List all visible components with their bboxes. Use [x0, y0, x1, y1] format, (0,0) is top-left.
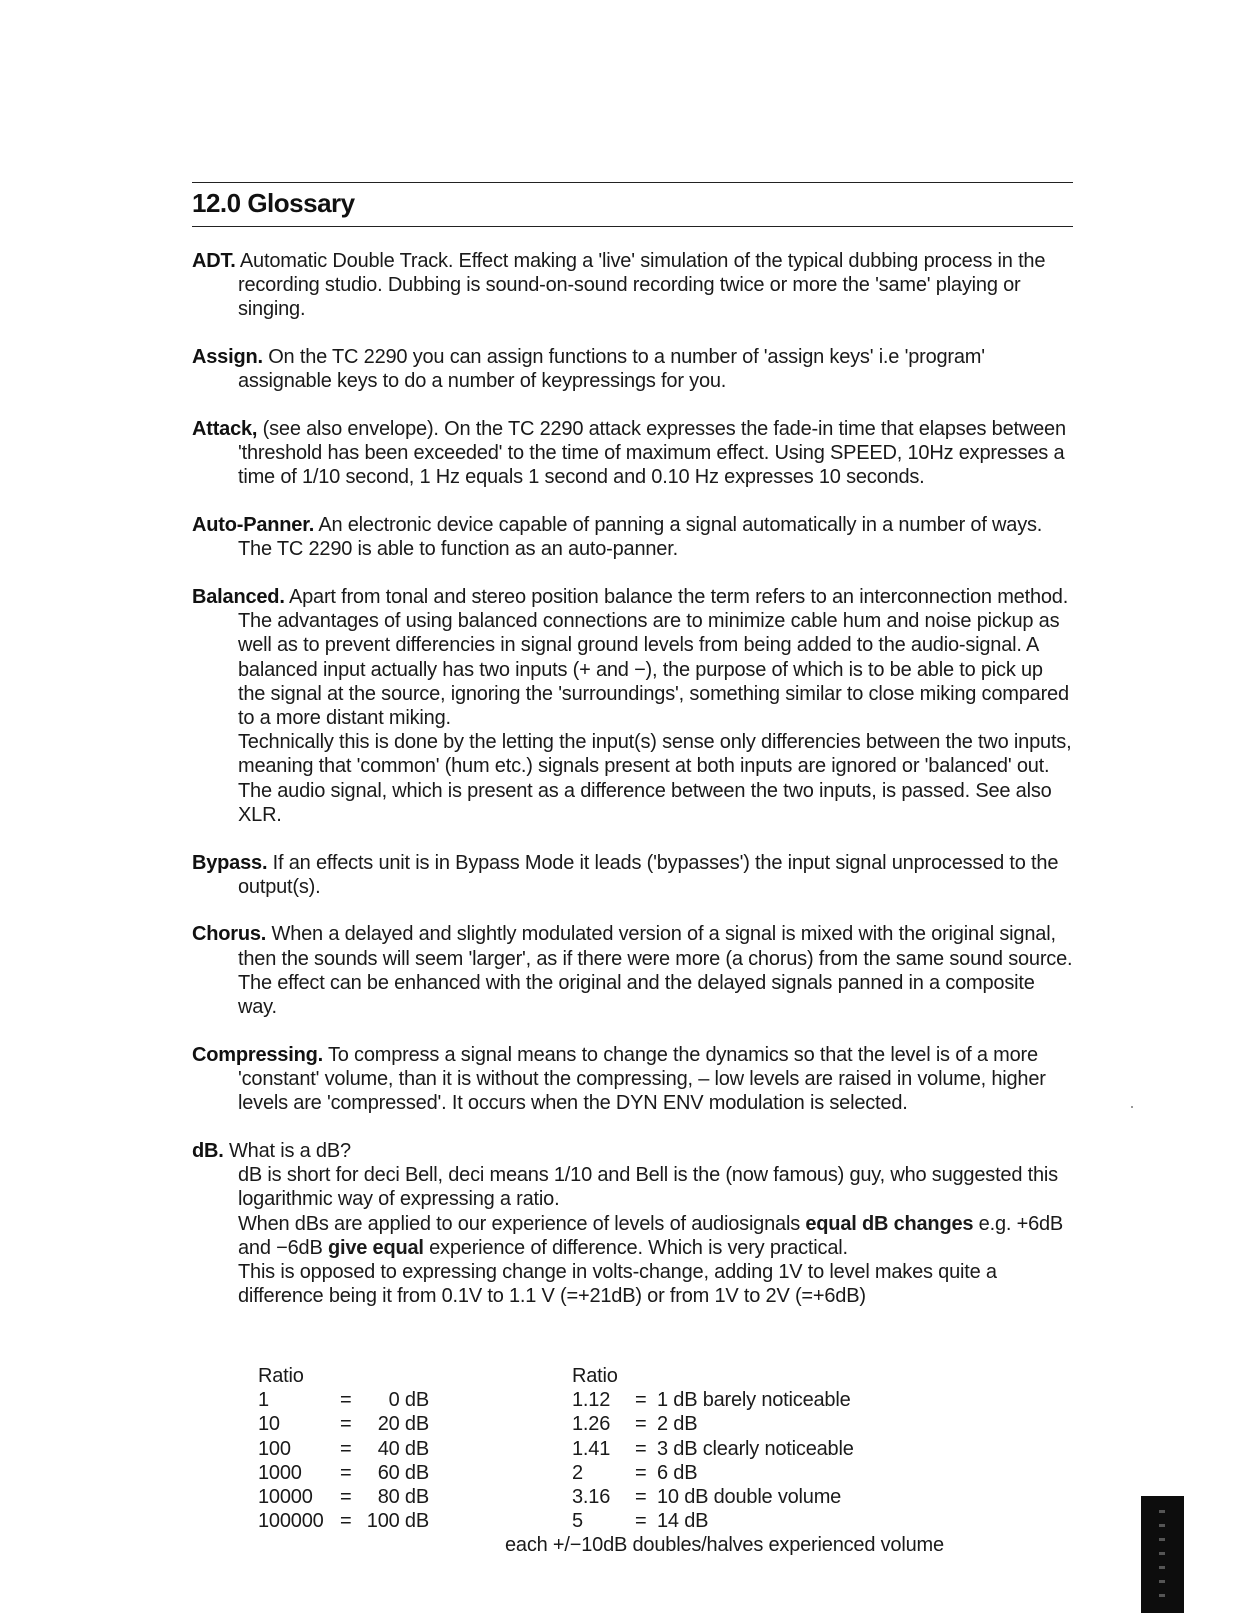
ratio-table-row [258, 1388, 448, 1412]
ratio-value: 10 [258, 1413, 280, 1436]
equals-sign: = [340, 1389, 352, 1412]
db-footnote: each +/−10dB doubles/halves experienced volume [505, 1534, 944, 1556]
glossary-term: Auto-Panner. [192, 514, 315, 537]
db-paragraph-2 [238, 1212, 1073, 1260]
equals-sign: = [340, 1413, 352, 1436]
glossary-definition: Apart from tonal and stereo position balance the term refers to an interconnection method. The advantages of using balanced connections are to minimize cable hum and noise pickup as well as to prevent differencies in signal ground levels from being added to the audio-signal. A balanced input actually has two inputs (+ and −), the purpose of which is to be able to pick up the signal at the source, ignoring the 'surroundings', something similar to close miking compared to a more distant miking. [238, 586, 1069, 730]
db-p2-emphasis-2: give equal [327, 1236, 424, 1259]
section-title: 12.0 Glossary [192, 188, 355, 218]
glossary-entry-db [192, 1139, 1073, 1308]
ratio-table-row [572, 1412, 912, 1436]
glossary-entry-bypass [192, 851, 1073, 899]
ratio-table-row [572, 1485, 912, 1509]
db-paragraph-1: dB is short for deci Bell, deci means 1/10 and Bell is the (now famous) guy, who suggested this logarithmic way of expressing a ratio. [238, 1164, 1058, 1211]
glossary-term: Bypass. [192, 851, 268, 874]
db-value: 40 dB [377, 1437, 429, 1460]
db-value: 20 dB [377, 1413, 429, 1436]
db-value: 60 dB [377, 1461, 429, 1484]
db-value: 100 dB [366, 1510, 429, 1533]
ratio-value: 100 [258, 1437, 291, 1460]
glossary-list [192, 249, 1073, 1308]
equals-sign: = [635, 1461, 647, 1484]
glossary-definition: On the TC 2290 you can assign functions to a number of 'assign keys' i.e 'program' assignable keys to do a number of keypressings for you. [238, 346, 985, 393]
db-value: 3 dB clearly noticeable [657, 1437, 854, 1460]
glossary-term: Balanced. [192, 586, 285, 609]
ratio-table-header-row [258, 1364, 448, 1388]
db-value: 2 dB [657, 1413, 698, 1436]
tab-marker-dots [1159, 1510, 1165, 1600]
db-p2-text-b: e.g. +6dB and −6dB [238, 1212, 1064, 1259]
glossary-term: dB. [192, 1139, 224, 1162]
ratio-value: 5 [572, 1510, 583, 1533]
ratio-table-left [258, 1364, 448, 1533]
ratio-table-row [258, 1461, 448, 1485]
equals-sign: = [340, 1485, 352, 1508]
ratio-table-header-row [572, 1364, 912, 1388]
glossary-definition: If an effects unit is in Bypass Mode it leads ('bypasses') the input signal unprocessed to the output(s). [238, 851, 1059, 898]
ratio-table-right [572, 1364, 912, 1533]
ratio-table-row [572, 1461, 912, 1485]
ratio-table-row [572, 1509, 912, 1533]
glossary-term: Chorus. [192, 923, 267, 946]
glossary-definition: An electronic device capable of panning a signal automatically in a number of ways. The TC 2290 is able to function as an auto-panner. [238, 514, 1043, 561]
section-tab-marker [1141, 1496, 1184, 1613]
glossary-entry-adt [192, 249, 1073, 322]
ratio-value: 1.26 [572, 1413, 611, 1436]
glossary-entry-assign [192, 345, 1073, 393]
heading-bottom-rule [192, 226, 1073, 227]
equals-sign: = [340, 1437, 352, 1460]
ratio-value: 1.12 [572, 1389, 611, 1412]
glossary-definition: Automatic Double Track. Effect making a 'live' simulation of the typical dubbing process in the recording studio. Dubbing is sound-on-sound recording twice or more the 'same' playing or singing. [238, 250, 1046, 321]
glossary-entry-compressing [192, 1043, 1073, 1116]
ratio-table-row [572, 1388, 912, 1412]
db-question: What is a dB? [228, 1139, 351, 1162]
ratio-value: 100000 [258, 1510, 324, 1533]
db-p2-text-a: When dBs are applied to our experience of levels of audiosignals [238, 1212, 806, 1235]
glossary-definition: (see also envelope). On the TC 2290 attack expresses the fade-in time that elapses between 'threshold has been exceeded' to the time of maximum effect. Using SPEED, 10Hz expresses a time of 1/10 second, 1 Hz equals 1 second and 0.10 Hz expresses 10 seconds. [238, 418, 1066, 489]
glossary-entry-chorus [192, 922, 1073, 1019]
ratio-table-row [258, 1485, 448, 1509]
equals-sign: = [635, 1413, 647, 1436]
equals-sign: = [635, 1437, 647, 1460]
db-value: 0 dB [388, 1389, 429, 1412]
glossary-term: ADT. [192, 250, 236, 272]
equals-sign: = [635, 1389, 647, 1412]
glossary-term: Attack, [192, 418, 258, 441]
equals-sign: = [340, 1510, 352, 1533]
glossary-term: Compressing. [192, 1043, 323, 1066]
db-value: 14 dB [657, 1510, 709, 1533]
ratio-table-row [258, 1509, 448, 1533]
ratio-value: 10000 [258, 1485, 313, 1508]
db-value: 10 dB double volume [657, 1485, 842, 1508]
db-value: 1 dB barely noticeable [657, 1389, 851, 1412]
ratio-value: 1 [258, 1389, 269, 1412]
ratio-table-row [258, 1412, 448, 1436]
ratio-column-header: Ratio [572, 1365, 618, 1387]
glossary-entry-attack [192, 417, 1073, 490]
equals-sign: = [340, 1461, 352, 1484]
db-value: 80 dB [377, 1485, 429, 1508]
ratio-value: 2 [572, 1461, 583, 1484]
db-p2-emphasis-1: equal dB changes [805, 1212, 974, 1235]
ratio-value: 3.16 [572, 1485, 611, 1508]
glossary-term: Assign. [192, 346, 263, 369]
ratio-table-row [572, 1437, 912, 1461]
ratio-value: 1.41 [572, 1437, 611, 1460]
db-value: 6 dB [657, 1461, 698, 1484]
glossary-definition-continuation: Technically this is done by the letting the input(s) sense only differencies between the two inputs, meaning that 'common' (hum etc.) signals present at both inputs are ignored or 'balanced' out. The audio signal, which is present as a difference between the two inputs, is passed. See also XLR. [238, 731, 1072, 826]
ratio-column-header: Ratio [258, 1365, 304, 1387]
glossary-entry-balanced [192, 585, 1073, 827]
ratio-table-row [258, 1437, 448, 1461]
ratio-value: 1000 [258, 1461, 302, 1484]
equals-sign: = [635, 1485, 647, 1508]
glossary-definition: When a delayed and slightly modulated version of a signal is mixed with the original signal, then the sounds will seem 'larger', as if there were more (a chorus) from the same sound source. The effect can be enhanced with the original and the delayed signals panned in a composite way. [238, 923, 1073, 1019]
equals-sign: = [635, 1510, 647, 1533]
db-p2-text-c: experience of difference. Which is very practical. [423, 1236, 848, 1259]
db-paragraph-3: This is opposed to expressing change in volts-change, adding 1V to level makes quite a difference being it from 0.1V to 1.1 V (=+21dB) or from 1V to 2V (=+6dB) [238, 1260, 997, 1308]
heading-top-rule [192, 182, 1073, 183]
glossary-definition: To compress a signal means to change the dynamics so that the level is of a more 'constant' volume, than it is without the compressing, – low levels are raised in volume, higher levels are 'compressed'. It occurs when the DYN ENV modulation is selected. [238, 1043, 1046, 1115]
scan-speck [1131, 1106, 1133, 1108]
glossary-entry-auto-panner [192, 513, 1073, 561]
